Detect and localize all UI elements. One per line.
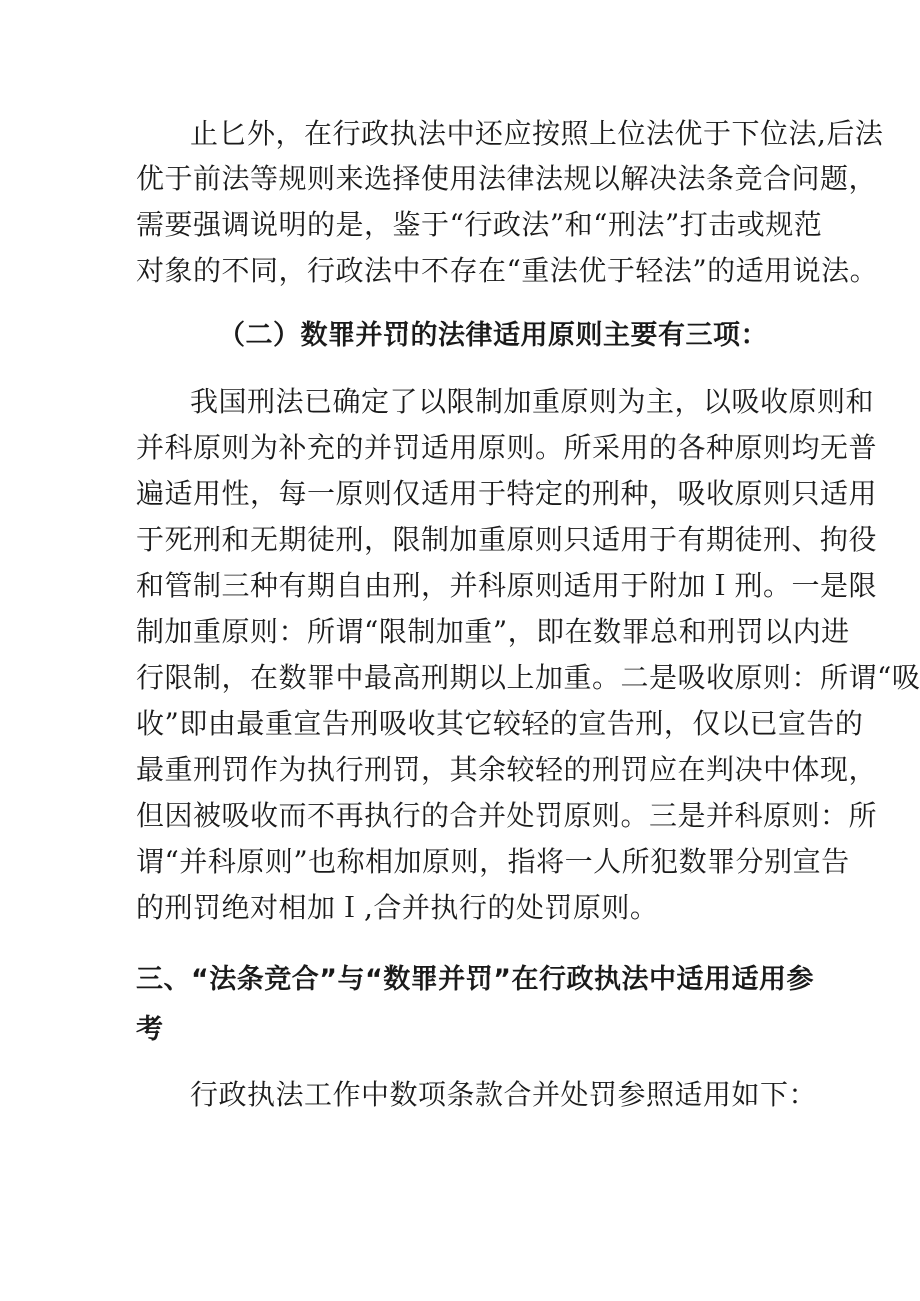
paragraph-line: 行政执法工作中数项条款合并处罚参照适用如下： [190, 1078, 818, 1111]
paragraph-line: 的刑罚绝对相加Ｉ,合并执行的处罚原则。 [136, 891, 659, 924]
paragraph-line: 并科原则为补充的并罚适用原则。所采用的各种原则均无普 [136, 431, 878, 464]
paragraph-line: 行限制，在数罪中最高刑期以上加重。二是吸收原则：所谓“吸 [136, 661, 920, 694]
paragraph-line: 于死刑和无期徒刑，限制加重原则只适用于有期徒刑、拘役 [136, 523, 878, 556]
paragraph-line: 遍适用性，每一原则仅适用于特定的刑种，吸收原则只适用 [136, 477, 878, 510]
paragraph-line: 需要强调说明的是，鉴于“行政法”和“刑法”打击或规范 [136, 208, 823, 241]
section-heading-line: 考 [136, 1014, 164, 1045]
section-heading-line: 三、“法条竞合”与“数罪并罚”在行政执法中适用适用参 [136, 964, 814, 995]
paragraph-line: 最重刑罚作为执行刑罚，其余较轻的刑罚应在判决中体现， [136, 753, 878, 786]
paragraph-line: 但因被吸收而不再执行的合并处罚原则。三是并科原则：所 [136, 799, 878, 832]
subheading: （二）数罪并罚的法律适用原则主要有三项： [218, 320, 768, 351]
paragraph-line: 收”即由最重宣告刑吸收其它较轻的宣告刑，仅以已宣告的 [136, 707, 864, 740]
paragraph-line: 我国刑法已确定了以限制加重原则为主，以吸收原则和 [190, 385, 875, 418]
paragraph-line: 对象的不同，行政法中不存在“重法优于轻法”的适用说法。 [136, 254, 879, 287]
paragraph-line: 制加重原则：所谓“限制加重”，即在数罪总和刑罚以内进 [136, 615, 850, 648]
paragraph-line: 优于前法等规则来选择使用法律法规以解决法条竞合问题， [136, 162, 878, 195]
paragraph-line: 和管制三种有期自由刑，并科原则适用于附加Ｉ刑。一是限 [136, 569, 878, 602]
paragraph-line: 谓“并科原则”也称相加原则，指将一人所犯数罪分别宣告 [136, 845, 850, 878]
paragraph-line: 止匕外，在行政执法中还应按照上位法优于下位法,后法 [190, 117, 884, 150]
